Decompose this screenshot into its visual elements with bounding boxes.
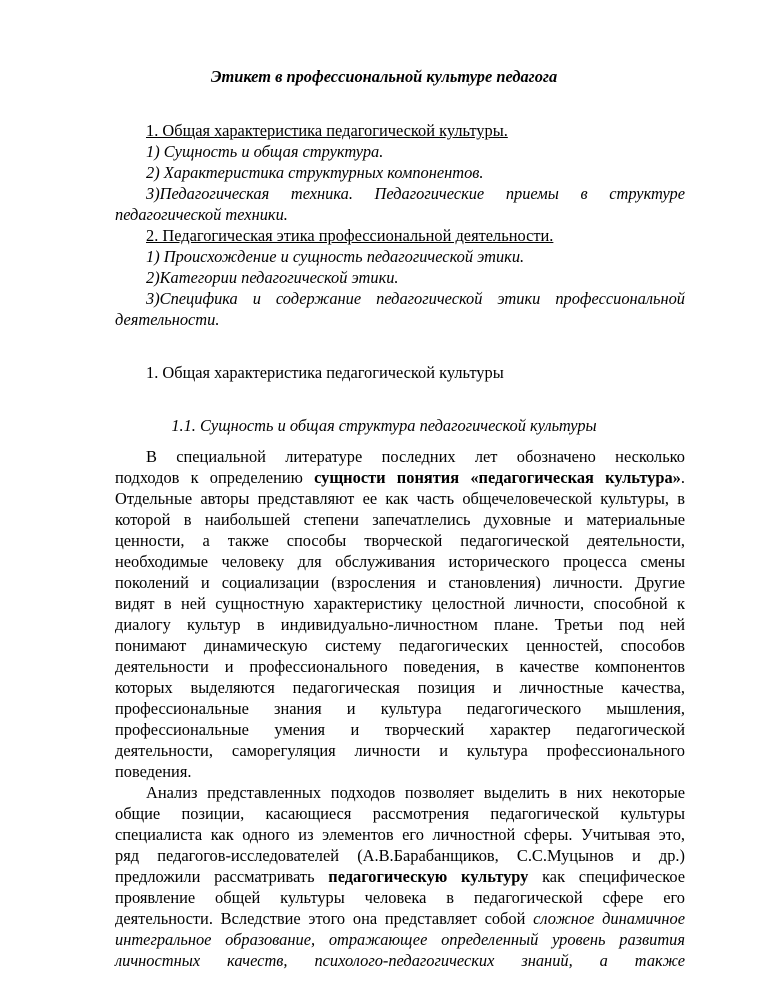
paragraph-line: интегральное образование, отражающее определенный уровень развития [115,930,685,949]
plan-s2-item-2: 2)Категории педагогической этики. [146,268,399,287]
paragraph-line: необходимые человеку для обслуживания исторического процесса смены [115,552,685,571]
plan-s1-item-3-cont: педагогической техники. [115,205,288,224]
paragraph-line: поведения. [115,762,192,781]
plan-s2-item-1: 1) Происхождение и сущность педагогической этики. [146,247,525,266]
paragraph-line: деятельности, саморегуляция личности и культура профессионального [115,741,685,760]
text-run: как специфическое [528,867,685,886]
plan-s1-item-2: 2) Характеристика структурных компонентов. [146,163,484,182]
paragraph-line [115,866,685,888]
paragraph-line: которой в наибольшей степени запечатлелись духовные и материальные [115,510,685,529]
paragraph-line [115,467,685,489]
paragraph-line: видят в ней сущностную характеристику целостной личности, способной к [115,594,685,613]
paragraph-line: специалиста как одного из элементов его личностной сферы. Учитывая это, [115,825,685,844]
italic-term: сложное динамичное [533,909,686,928]
bold-term: педагогическую культуру [328,867,529,886]
paragraph-line: ряд педагогов-исследователей (А.В.Барабанщиков, С.С.Муцынов и др.) [115,846,685,865]
paragraph-line: В специальной литературе последних лет обозначено несколько [146,447,685,466]
paragraph-line: общие позиции, касающиеся рассмотрения педагогической культуры [115,804,685,823]
plan-s2-item-3-cont: деятельности. [115,310,220,329]
paragraph-line: понимают динамическую систему педагогических ценностей, способов [115,636,685,655]
document-title: Этикет в профессиональной культуре педагога [210,67,558,86]
plan-section-1: 1. Общая характеристика педагогической культуры. [146,121,508,140]
paragraph-line: Отдельные авторы представляют ее как часть общечеловеческой культуры, в [115,489,685,508]
paragraph-line: деятельности и профессионального поведения, в качестве компонентов [115,657,685,676]
plan-s2-item-3: 3)Специфика и содержание педагогической этики профессиональной [146,289,685,308]
text-run: деятельности. Вследствие этого она представляет собой [115,909,534,928]
bold-term: сущности понятия «педагогическая культура» [314,468,681,487]
section-heading: 1. Общая характеристика педагогической культуры [146,363,504,382]
text-run: . [680,468,685,487]
text-run: подходов к определению [115,468,315,487]
paragraph-line: Анализ представленных подходов позволяет выделить в них некоторые [146,783,685,802]
plan-s1-item-1: 1) Сущность и общая структура. [146,142,384,161]
subsection-heading: 1.1. Сущность и общая структура педагогической культуры [171,416,597,435]
paragraph-line: диалогу культур в индивидуально-личностном плане. Третьи под ней [115,615,685,634]
paragraph-line: проявление общей культуры человека в педагогической сфере его [115,888,685,907]
paragraph-line [115,908,685,930]
paragraph-line: которых выделяются педагогическая позиция и личностные качества, [115,678,685,697]
paragraph-line: профессиональные знания и культура педагогического мышления, [115,699,685,718]
paragraph-line: профессиональные умения и творческий характер педагогической [115,720,685,739]
paragraph-line: поколений и социализации (взросления и становления) личности. Другие [115,573,685,592]
plan-s1-item-3: 3)Педагогическая техника. Педагогические приемы в структуре [146,184,685,203]
text-run: предложили рассматривать [115,867,329,886]
plan-section-2: 2. Педагогическая этика профессиональной деятельности. [146,226,554,245]
paragraph-line: ценности, а также способы творческой педагогической деятельности, [115,531,685,550]
paragraph-line: личностных качеств, психолого-педагогических знаний, а также [115,951,685,970]
